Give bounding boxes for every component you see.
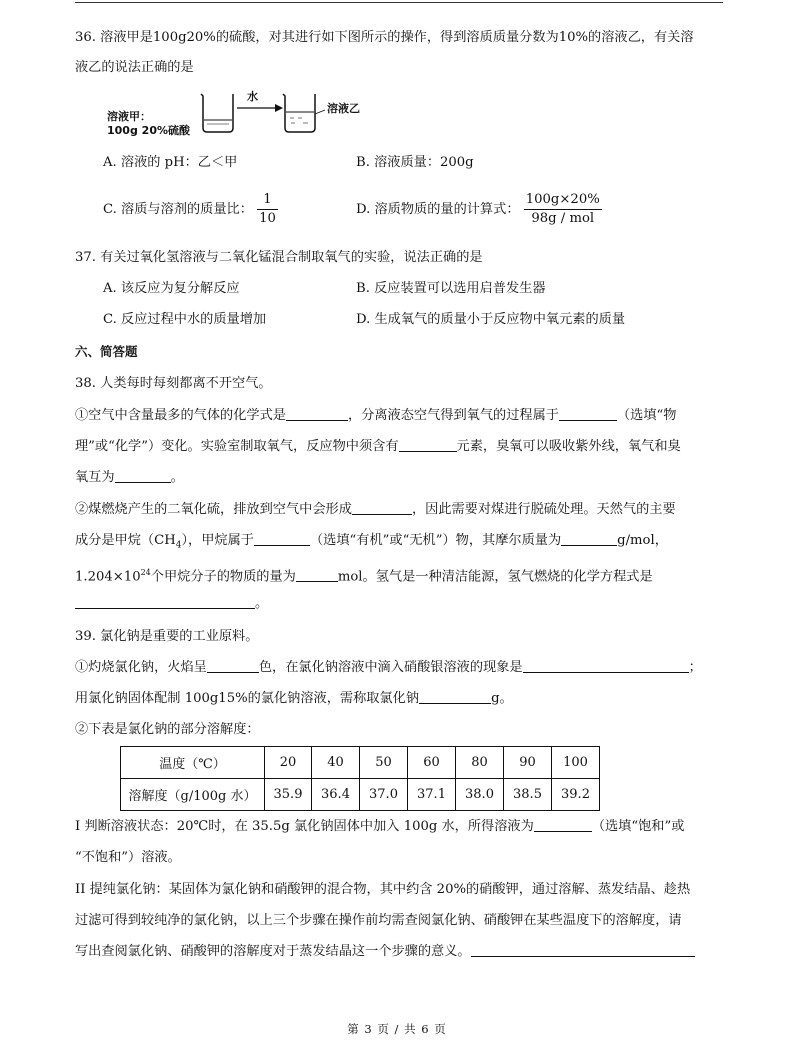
fraction-numerator: 100g×20%: [524, 191, 602, 210]
answer-blank[interactable]: [75, 594, 255, 609]
text-segment: 用氯化钠固体配制 100g15%的氯化钠溶液，需称取氯化钠: [75, 691, 420, 706]
fraction-denominator: 10: [259, 211, 276, 226]
text-segment: ），甲烷属于: [181, 533, 254, 548]
q39-part-ii-line1: II 提纯氯化钠：某固体为氯化钠和硝酸钾的混合物，其中约含 20%的硝酸钾，通过溶解、蒸发结晶、趁热: [75, 882, 691, 897]
text-segment: g。: [491, 691, 513, 706]
text-segment: 元素，臭氧可以吸收紫外线，氧气和臭: [456, 439, 681, 454]
table-cell: 35.9: [265, 779, 312, 811]
text-segment: ，因此需要对煤进行脱硫处理。天然气的主要: [411, 502, 676, 517]
page-footer: 第 3 页 / 共 6 页: [347, 1022, 447, 1036]
text-segment: 写出查阅氯化钠、硝酸钾的溶解度对于蒸发结晶这一个步骤的意义。: [75, 944, 471, 959]
fraction-denominator: 98g / mol: [531, 211, 595, 226]
text-segment: mol。氢气是一种清洁能源，氢气燃烧的化学方程式是: [337, 569, 653, 585]
subscript: 4: [175, 540, 182, 551]
q36-diagram: [103, 86, 393, 142]
table-cell: 37.0: [360, 779, 408, 811]
answer-blank[interactable]: [399, 437, 457, 452]
superscript: 24: [140, 568, 151, 577]
text-segment: 氧互为: [75, 470, 115, 485]
q38-line4: [75, 500, 676, 520]
answer-blank[interactable]: [286, 406, 348, 421]
table-cell: 38.5: [504, 779, 552, 811]
table-header-temperature: 温度（℃）: [121, 747, 265, 779]
solubility-table: [120, 746, 600, 811]
table-cell: 36.4: [312, 779, 360, 811]
q39-line2: [75, 689, 513, 709]
text-segment: ，分离液态空气得到氧气的过程属于: [348, 408, 559, 423]
q36-option-d-text: D. 溶质物质的量的计算式：: [356, 202, 520, 217]
text-segment: 色，在氯化钠溶液中滴入硝酸银溶液的现象是: [258, 660, 523, 675]
text-segment: 。: [170, 470, 184, 485]
q38-line7: [75, 594, 268, 614]
q38-line2: [75, 437, 681, 457]
text-segment: I 判断溶液状态：20℃时，在 35.5g 氯化钠固体中加入 100g 水，所得溶液为: [75, 819, 534, 834]
text-segment: （选填“有机”或“无机”）物，其摩尔质量为: [309, 533, 562, 548]
text-segment: 个甲烷分子的物质的量为: [150, 569, 296, 585]
q36-option-c-fraction: [257, 191, 278, 228]
table-cell: 38.0: [456, 779, 504, 811]
table-row: [121, 747, 600, 779]
q36-option-b: B. 溶液质量：200g: [356, 155, 474, 170]
q37-option-b: B. 反应装置可以选用启普发生器: [356, 281, 546, 296]
beaker-yi-icon: [283, 94, 325, 132]
text-segment: ；: [688, 660, 702, 675]
section-title: 六、简答题: [75, 344, 138, 359]
table-header-solubility: 溶解度（g/100g 水）: [121, 779, 265, 811]
fraction-numerator: 1: [257, 191, 278, 210]
table-cell: 20: [265, 747, 312, 779]
q36-option-d: [356, 188, 602, 232]
text-segment: 1.204×10: [75, 569, 141, 585]
label-solution-yi: 溶液乙: [327, 102, 360, 115]
q36-option-d-fraction: [524, 191, 602, 228]
answer-blank[interactable]: [419, 689, 491, 704]
arrow-icon: [237, 104, 283, 112]
q37-option-a: A. 该反应为复分解反应: [103, 281, 240, 296]
label-jia-detail: 100g 20%硫酸: [107, 124, 190, 137]
answer-blank[interactable]: [207, 658, 259, 673]
q39-stem: 39. 氯化钠是重要的工业原料。: [75, 629, 259, 644]
table-cell: 90: [504, 747, 552, 779]
text-segment: 理”或“化学”）变化。实验室制取氧气，反应物中须含有: [75, 439, 399, 454]
q39-part-ii-line2: 过滤可得到较纯净的氯化钠，以上三个步骤在操作前均需查阅氯化钠、硝酸钾在某些温度下的溶解度，请: [75, 913, 682, 928]
q38-stem: 38. 人类每时每刻都离不开空气。: [75, 376, 272, 391]
q36-option-c: [103, 188, 278, 232]
text-segment: （选填“饱和”或: [591, 819, 685, 834]
q38-line1: [75, 406, 677, 426]
q37-option-d: D. 生成氧气的质量小于反应物中氧元素的质量: [356, 312, 626, 327]
q39-line3: ②下表是氯化钠的部分溶解度：: [75, 722, 260, 737]
answer-blank[interactable]: [254, 531, 310, 546]
answer-blank[interactable]: [115, 468, 171, 483]
table-row: [121, 779, 600, 811]
table-cell: 37.1: [408, 779, 456, 811]
table-cell: 100: [552, 747, 600, 779]
q38-line3: [75, 468, 184, 488]
text-segment: ①灼烧氯化钠，火焰呈: [75, 660, 207, 675]
answer-blank[interactable]: [352, 500, 412, 515]
answer-blank[interactable]: [523, 658, 689, 673]
table-cell: 39.2: [552, 779, 600, 811]
table-cell: 40: [312, 747, 360, 779]
q36-option-a: A. 溶液的 pH：乙＜甲: [103, 155, 238, 170]
text-segment: ②煤燃烧产生的二氧化硫，排放到空气中会形成: [75, 502, 352, 517]
answer-blank[interactable]: [559, 406, 617, 421]
q39-line1: [75, 658, 702, 678]
text-segment: ①空气中含量最多的气体的化学式是: [75, 408, 286, 423]
text-segment: 。: [255, 596, 269, 611]
top-rule: [75, 2, 723, 3]
text-segment: 成分是甲烷（CH: [75, 533, 176, 548]
q36-stem-line2: 液乙的说法正确的是: [75, 60, 194, 75]
label-water: 水: [247, 90, 258, 103]
q39-part-i-line1: [75, 817, 684, 837]
beaker-jia-icon: [201, 94, 233, 132]
label-solution-jia: 溶液甲：: [107, 110, 151, 123]
q39-part-i-line2: “不饱和”）溶液。: [75, 850, 181, 865]
answer-blank[interactable]: [561, 531, 617, 546]
table-cell: 60: [408, 747, 456, 779]
text-segment: g/mol，: [617, 533, 668, 548]
q37-stem: 37. 有关过氧化氢溶液与二氧化锰混合制取氧气的实验，说法正确的是: [75, 250, 483, 265]
answer-blank[interactable]: [471, 942, 695, 957]
q38-line5: [75, 531, 668, 556]
q36-stem-line1: 36. 溶液甲是100g20%的硫酸，对其进行如下图所示的操作，得到溶质质量分数为10%的溶液乙，有关溶: [75, 30, 694, 45]
table-cell: 50: [360, 747, 408, 779]
answer-blank[interactable]: [296, 567, 338, 582]
answer-blank[interactable]: [534, 817, 592, 832]
q37-option-c: C. 反应过程中水的质量增加: [103, 312, 267, 327]
q39-part-ii-line3: [75, 942, 695, 962]
q36-option-c-text: C. 溶质与溶剂的质量比：: [103, 202, 253, 217]
text-segment: （选填“物: [617, 408, 677, 423]
table-cell: 80: [456, 747, 504, 779]
q38-line6: [75, 563, 653, 587]
